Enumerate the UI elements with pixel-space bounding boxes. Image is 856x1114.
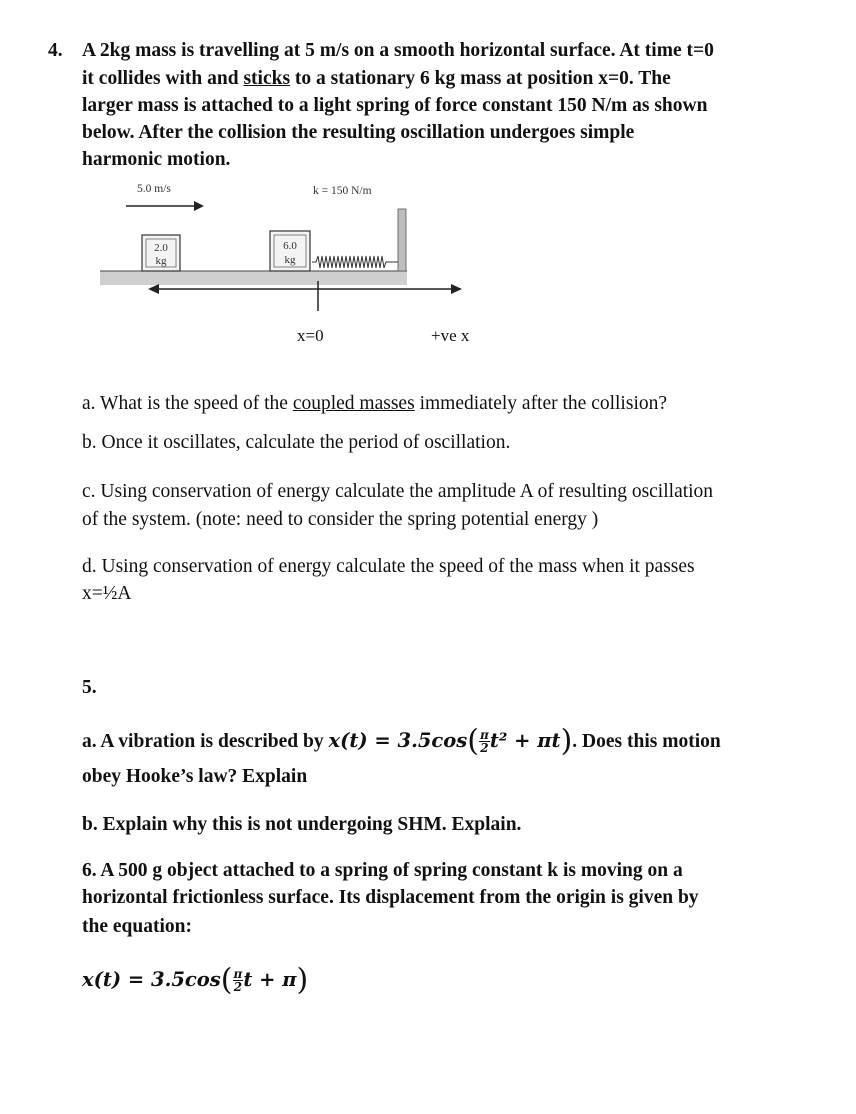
mass-2kg-unit: kg	[155, 255, 167, 267]
q4-part-a-prefix: a. What is the speed of the	[82, 393, 293, 414]
q5-part-a-prefix: a. A vibration is described by	[82, 731, 329, 752]
q6-line-3: the equation:	[82, 916, 192, 937]
question-5-number: 5.	[82, 677, 97, 698]
wall	[398, 209, 406, 271]
x-axis-right-arrow	[451, 284, 462, 294]
q6-frac-numerator: π	[233, 967, 243, 981]
q4-text-line-5: harmonic motion.	[82, 149, 231, 170]
q6-equation-end: t + π	[243, 968, 297, 991]
positive-x-label: +ve x	[431, 326, 470, 345]
q4-part-a	[82, 393, 667, 415]
q5-equation-start: x(t) = 3.5cos	[328, 729, 468, 752]
q6-line-1: 6. A 500 g object attached to a spring of spring constant k is moving on a	[82, 860, 683, 881]
mass-6kg-unit: kg	[284, 254, 296, 266]
collision-diagram	[0, 0, 856, 360]
q4-part-b: b. Once it oscillates, calculate the period of oscillation.	[82, 432, 511, 453]
q4-coupled-masses-underlined: coupled masses	[292, 393, 415, 414]
spring	[312, 256, 398, 268]
q6-equation-start: x(t) = 3.5cos	[82, 968, 221, 991]
velocity-arrow-head	[194, 201, 204, 211]
q4-text-line-2-b: to a stationary 6 kg mass at position x=0. The	[290, 68, 671, 89]
q6-equation: x(t) = 3.5cos( $\frac{\pi}{2}$ t + π)	[82, 962, 309, 998]
q5-equation: x(t) = 3.5cos( $\frac{\pi}{2}$ t² + πt)	[328, 723, 573, 759]
q4-text-line-4: below. After the collision the resulting oscillation undergoes simple	[82, 122, 635, 143]
q5-part-a-line-2: obey Hooke’s law? Explain	[82, 766, 308, 787]
mass-2kg-value: 2.0	[154, 242, 168, 254]
mass-6kg-value: 6.0	[283, 240, 297, 252]
q6-line-2: horizontal frictionless surface. Its displacement from the origin is given by	[82, 887, 699, 908]
question-4-number: 4.	[48, 40, 63, 61]
q6-frac-denominator: 2	[233, 980, 243, 994]
q4-part-d-line-2: x=½A	[82, 583, 132, 604]
velocity-label: 5.0 m/s	[137, 183, 171, 195]
q5-frac-numerator: π	[480, 728, 489, 742]
q4-part-a-suffix: immediately after the collision?	[414, 393, 668, 414]
q5-part-a-suffix: . Does this motion	[572, 731, 721, 752]
q4-part-c-line-2: of the system. (note: need to consider the spring potential energy )	[82, 509, 599, 530]
x-axis-left-arrow	[148, 284, 159, 294]
origin-label: x=0	[297, 326, 324, 345]
q5-part-a-line-1	[82, 723, 721, 759]
q4-part-d-line-1: d. Using conservation of energy calculate the speed of the mass when it passes	[82, 556, 695, 577]
q4-part-c-line-1: c. Using conservation of energy calculate the amplitude A of resulting oscillation	[82, 481, 714, 502]
q5-frac-denominator: 2	[480, 741, 489, 755]
q5-part-b: b. Explain why this is not undergoing SHM. Explain.	[82, 814, 522, 835]
q4-text-line-3: larger mass is attached to a light spring of force constant 150 N/m as shown	[82, 95, 708, 116]
q4-text-line-2-a: it collides with and	[82, 68, 244, 89]
horizontal-surface	[100, 271, 407, 285]
q4-sticks-underlined: sticks	[243, 68, 291, 89]
q4-text-line-1: A 2kg mass is travelling at 5 m/s on a smooth horizontal surface. At time t=0	[82, 40, 714, 61]
q5-equation-end: t² + πt	[489, 729, 561, 752]
spring-constant-label: k = 150 N/m	[313, 185, 372, 197]
